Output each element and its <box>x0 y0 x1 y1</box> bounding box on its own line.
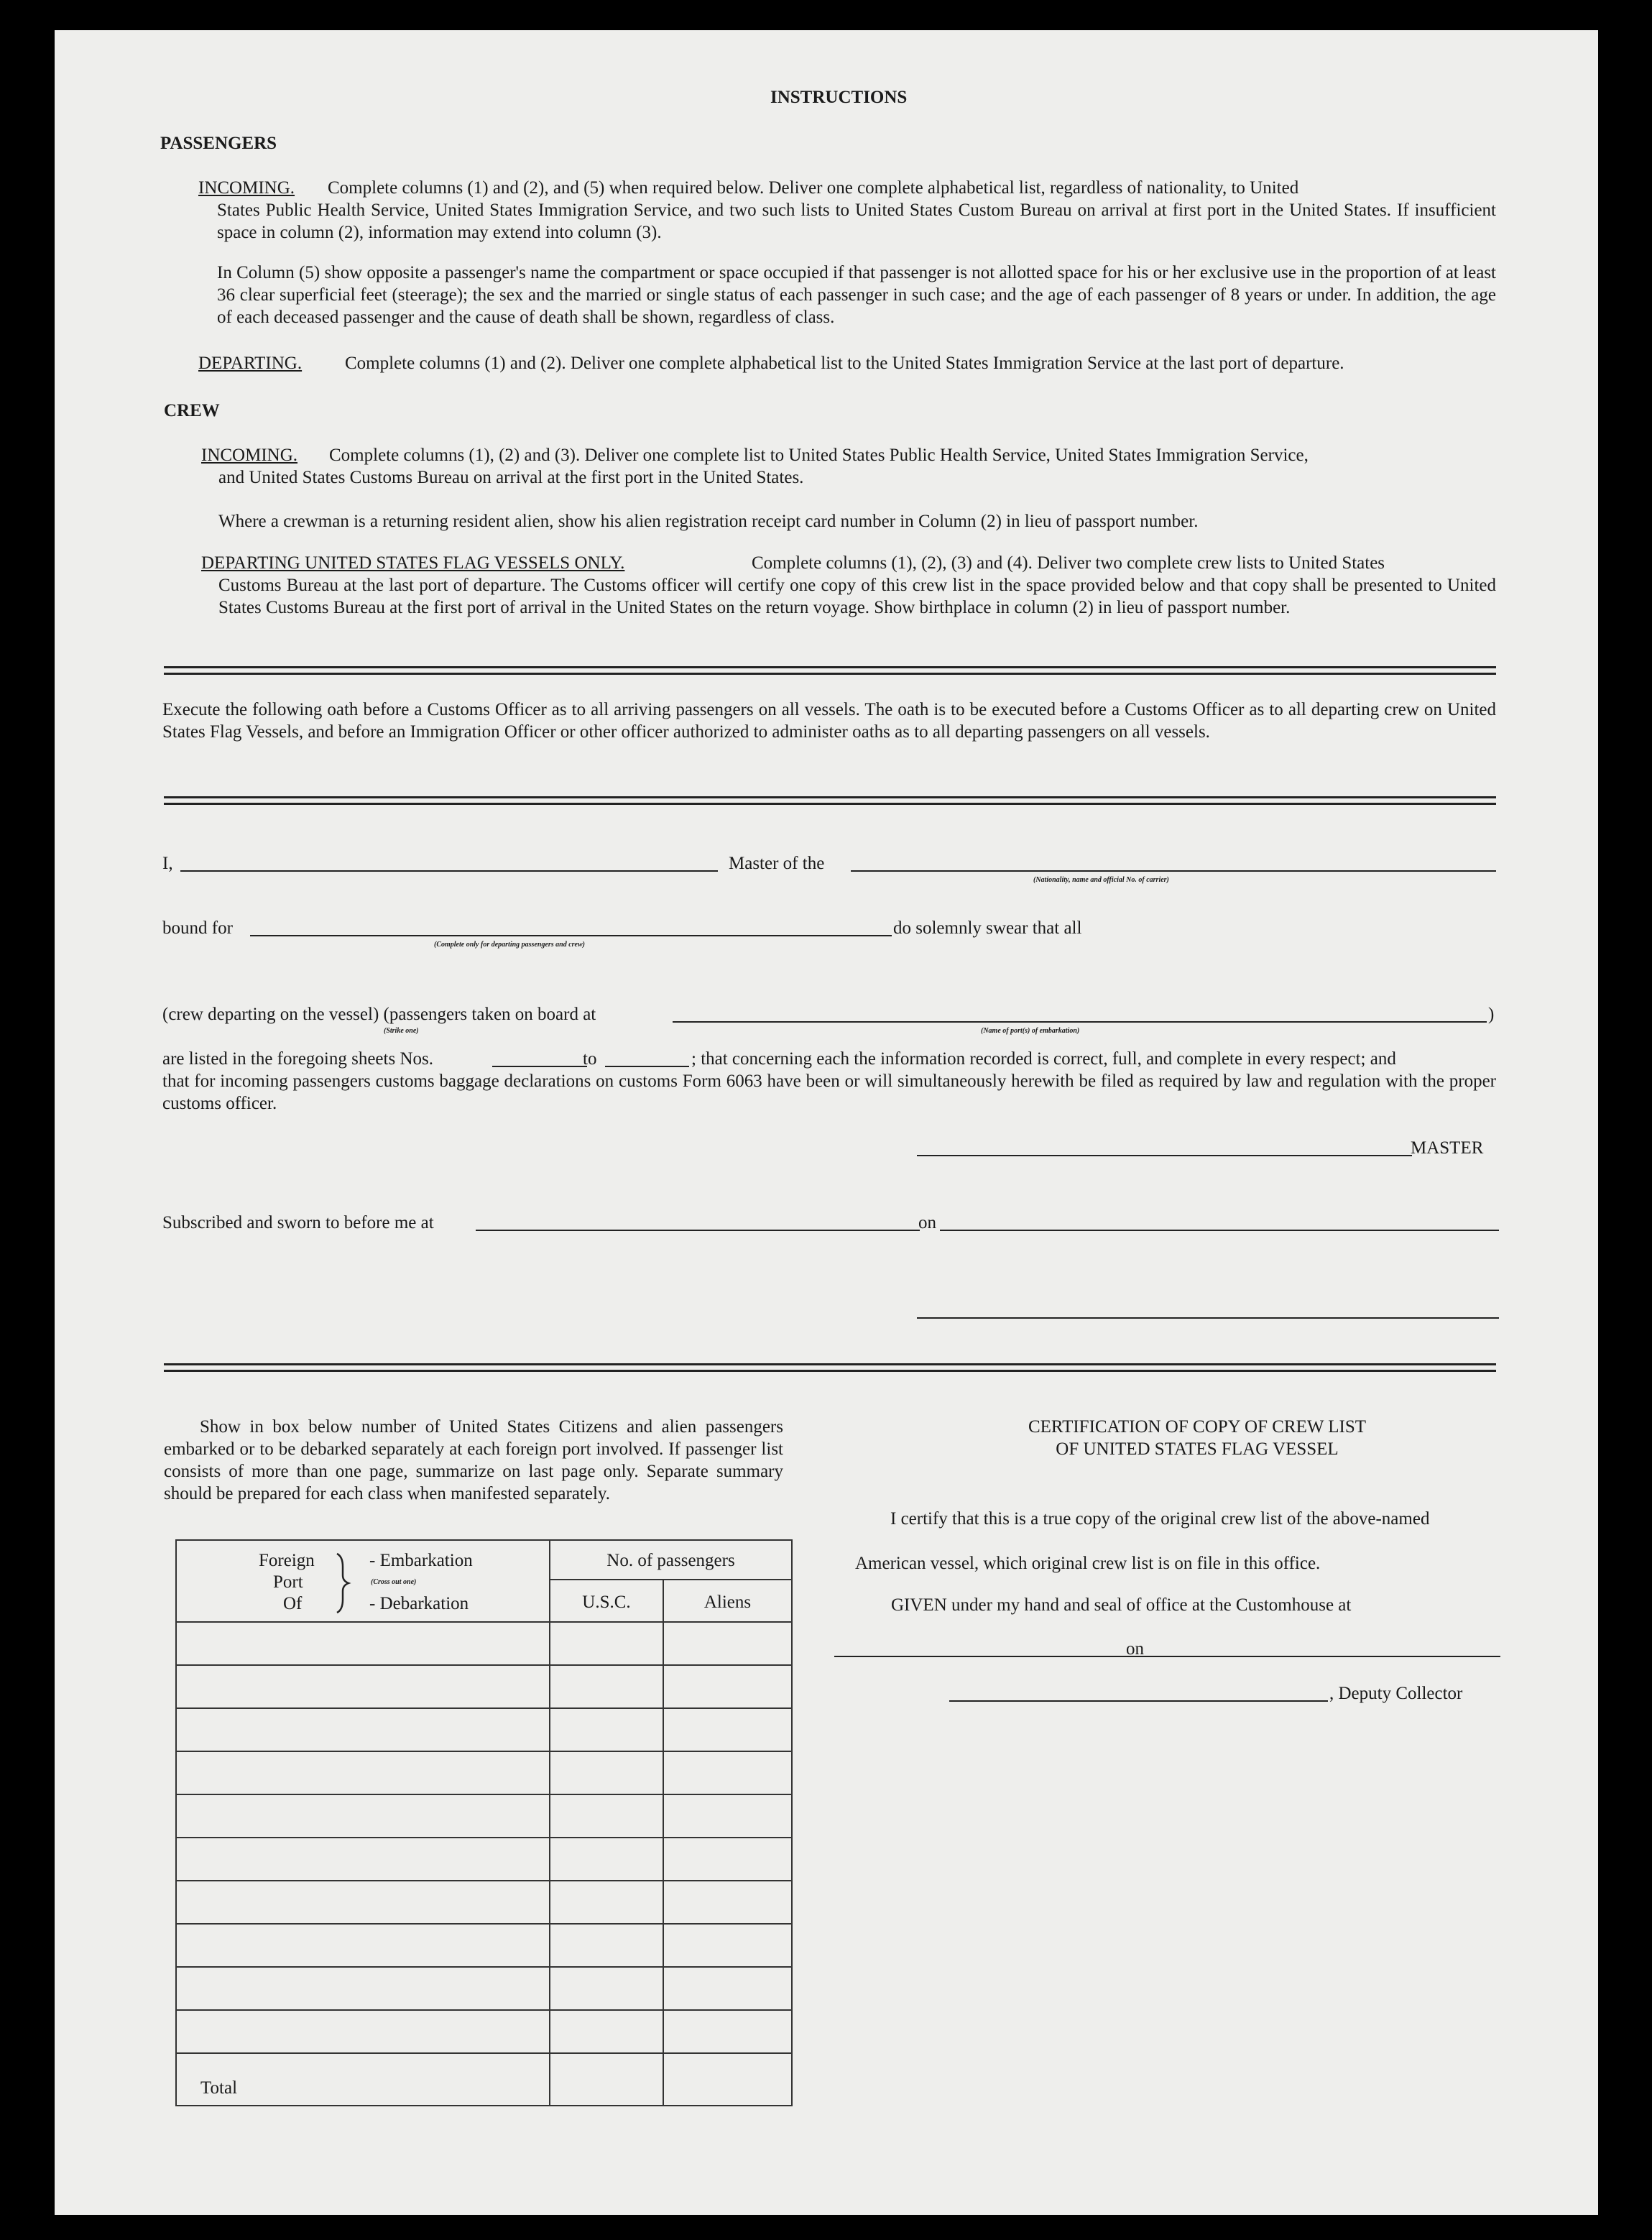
row-line <box>175 1794 793 1795</box>
header-divider <box>549 1579 793 1580</box>
cert-date-field[interactable] <box>1148 1656 1500 1657</box>
table-border-bottom <box>175 2105 793 2106</box>
row-line <box>175 1880 793 1881</box>
deputy-signature-field[interactable] <box>949 1700 1328 1702</box>
ports-caption: (Name of port(s) of embarkation) <box>981 1027 1080 1035</box>
officer-signature-field[interactable] <box>917 1317 1499 1319</box>
crew-departing-line1: Complete columns (1), (2), (3) and (4). Deliver two complete crew lists to United States <box>752 553 1385 573</box>
close-paren: ) <box>1488 1005 1495 1024</box>
embarkation-header: - Embarkation <box>369 1551 473 1570</box>
row-line <box>175 1664 793 1666</box>
table-border-right <box>791 1539 793 2106</box>
sheet-from-field[interactable] <box>492 1066 587 1067</box>
listed-rest: ; that concerning each the information recorded is correct, full, and complete in every respect; and <box>691 1049 1396 1069</box>
divider <box>164 1363 1496 1372</box>
row-line <box>175 1621 793 1623</box>
destination-field[interactable] <box>250 935 892 936</box>
divider <box>164 796 1496 805</box>
summary-instructions: Show in box below number of United States Citizens and alien passengers embarked or to be debarked separately at each foreign port involved. If passenger list consists of more than one page, summarize on last page only. Separate summary should be prepared for each class when manifested separately. <box>164 1417 783 1503</box>
brace-icon <box>333 1551 354 1616</box>
sworn-place-field[interactable] <box>476 1230 920 1231</box>
passengers-incoming-label: INCOMING. <box>198 178 295 198</box>
master-signature-field[interactable] <box>917 1155 1412 1156</box>
strike-caption: (Strike one) <box>384 1027 419 1035</box>
certify-line1: I certify that this is a true copy of the original crew list of the above-named <box>890 1509 1430 1529</box>
oath-instructions: Execute the following oath before a Customs Officer as to all arriving passengers on all vessels. The oath is to be executed before a Customs Officer as to all departing crew on United States Flag Vessels, and before an Immigration Officer or other officer authorized to administer oaths as to all departing passengers on all vessels. <box>162 700 1496 742</box>
row-line <box>175 1751 793 1752</box>
usc-header: U.S.C. <box>582 1593 631 1612</box>
passengers-heading: PASSENGERS <box>160 134 277 153</box>
table-border-top <box>175 1539 793 1541</box>
divider <box>164 666 1496 675</box>
passengers-incoming-text: States Public Health Service, United States Immigration Service, and two such lists to United States Custom Bureau on arrival at first port in the United States. If insufficient space in column (2), information may extend into column (3). <box>217 201 1496 242</box>
foreign-header: Foreign <box>259 1551 315 1570</box>
crew-departing-label: DEPARTING UNITED STATES FLAG VESSELS ONLY. <box>201 553 625 573</box>
cross-out-caption: (Cross out one) <box>371 1578 417 1586</box>
crew-heading: CREW <box>164 401 220 420</box>
embarkation-ports-field[interactable] <box>673 1021 1487 1023</box>
passengers-departing-text: Complete columns (1) and (2). Deliver one complete alphabetical list to the United States Immigration Service at the last port of departure. <box>345 354 1344 373</box>
to-label: to <box>583 1049 597 1069</box>
total-label: Total <box>200 2078 238 2098</box>
subscribed-label: Subscribed and sworn to before me at <box>162 1213 434 1232</box>
row-line <box>175 2052 793 2054</box>
deputy-collector-label: , Deputy Collector <box>1329 1684 1463 1703</box>
port-header: Port <box>273 1572 303 1592</box>
passengers-column5-note: In Column (5) show opposite a passenger's name the compartment or space occupied if that passenger is not allotted space for his or her exclusive use in the proportion of at least 36 clear superficial feet (steerage); the sex and the married or single status of each passenger in such case; and the age of each passenger of 8 years or under. In addition, the age of each deceased passenger and the cause of death shall be shown, regardless of class. <box>217 263 1496 327</box>
row-line <box>175 1966 793 1968</box>
crew-incoming-text: and United States Customs Bureau on arrival at the first port in the United States. <box>218 468 804 487</box>
listed-in-label: are listed in the foregoing sheets Nos. <box>162 1049 433 1069</box>
column-divider <box>663 1579 664 2106</box>
row-line <box>175 1837 793 1838</box>
crew-incoming-label: INCOMING. <box>201 446 298 465</box>
swear-text: do solemnly swear that all <box>893 918 1082 938</box>
row-line <box>175 2009 793 2011</box>
row-line <box>175 1707 793 1709</box>
crew-incoming-line1: Complete columns (1), (2) and (3). Deliver one complete list to United States Public Health Service, United States Immigration Service, <box>329 446 1309 465</box>
carrier-field[interactable] <box>851 870 1496 872</box>
passengers-incoming-line1: Complete columns (1) and (2), and (5) when required below. Deliver one complete alphabetical list, regardless of nationality, to United <box>328 178 1299 198</box>
certification-title-line2: OF UNITED STATES FLAG VESSEL <box>1056 1439 1339 1459</box>
crew-returning-note: Where a crewman is a returning resident alien, show his alien registration receipt card number in Column (2) in lieu of passport number. <box>218 512 1199 531</box>
given-text: GIVEN under my hand and seal of office at the Customhouse at <box>891 1595 1352 1615</box>
cert-on-label: on <box>1126 1639 1144 1659</box>
master-of-label: Master of the <box>729 854 825 873</box>
oath-rest: that for incoming passengers customs baggage declarations on customs Form 6063 have been or will simultaneously herewith be filed as required by law and regulation with the proper customs officer. <box>162 1071 1496 1113</box>
crew-departing-text: Customs Bureau at the last port of departure. The Customs officer will certify one copy of this crew list in the space provided below and that copy shall be presented to United States Customs Bureau at the first port of arrival in the United States on the return voyage. Show birthplace in column (2) in lieu of passport number. <box>218 576 1496 617</box>
master-label: MASTER <box>1411 1138 1484 1158</box>
table-border-left <box>175 1539 177 2106</box>
master-name-field[interactable] <box>180 870 718 872</box>
aliens-header: Aliens <box>703 1593 752 1612</box>
of-header: Of <box>283 1594 303 1613</box>
oath-i-label: I, <box>162 854 173 873</box>
crew-departing-text-line: (crew departing on the vessel) (passengers taken on board at <box>162 1005 596 1024</box>
certify-line2: American vessel, which original crew list is on file in this office. <box>855 1554 1321 1573</box>
debarkation-header: - Debarkation <box>369 1594 469 1613</box>
certification-title-line1: CERTIFICATION OF COPY OF CREW LIST <box>1028 1417 1367 1437</box>
no-passengers-header: No. of passengers <box>606 1551 735 1570</box>
column-divider <box>549 1539 550 2106</box>
row-line <box>175 1923 793 1925</box>
instructions-title: INSTRUCTIONS <box>770 88 908 107</box>
passengers-departing-label: DEPARTING. <box>198 354 303 373</box>
carrier-caption: (Nationality, name and official No. of carrier) <box>1033 876 1169 884</box>
complete-caption: (Complete only for departing passengers and crew) <box>434 941 585 949</box>
sheet-to-field[interactable] <box>605 1066 689 1067</box>
bound-for-label: bound for <box>162 918 233 938</box>
sworn-on-label: on <box>918 1213 936 1232</box>
sworn-date-field[interactable] <box>940 1230 1499 1231</box>
form-page <box>55 30 1598 2215</box>
